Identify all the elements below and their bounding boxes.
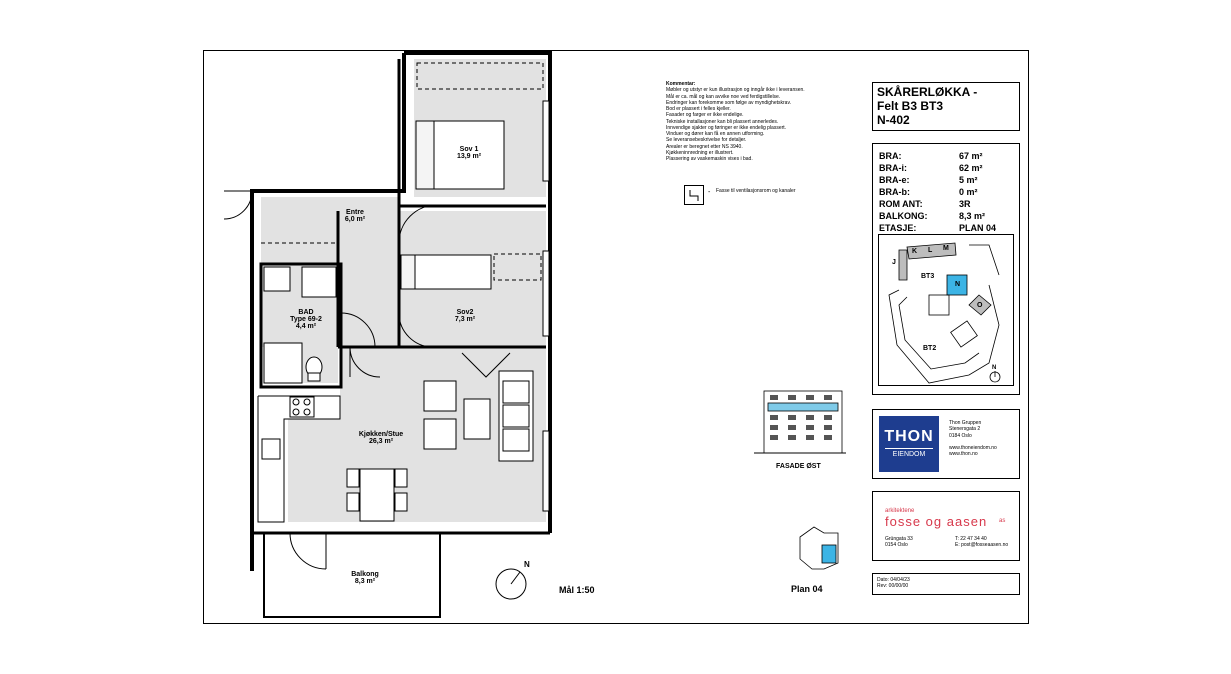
notes-line: Bod er plassert i felles kjeller. — [666, 106, 731, 112]
keymap-label: N — [955, 281, 961, 288]
keymap-bt3: BT3 — [921, 273, 935, 280]
area-row: ROM ANT: 3R — [879, 199, 971, 209]
notes-line: Vinduer og dører kan få en annen utforming. — [666, 131, 765, 137]
plan-label: Plan 04 — [791, 584, 823, 594]
facade-label: FASADE ØST — [776, 463, 821, 470]
keymap-bt2: BT2 — [923, 345, 937, 352]
room-sov1: Sov 1 13,9 m² — [456, 146, 482, 160]
architect-box — [872, 491, 1020, 561]
scale-label: Mål 1:50 — [559, 585, 595, 595]
vent-symbol-icon — [684, 185, 704, 205]
keymap-label: K — [912, 248, 918, 255]
north-label: N — [524, 560, 530, 569]
keymap-label: O — [977, 302, 983, 309]
notes-line: Tekniske installasjoner kan bli plassert annerledes. — [666, 118, 779, 125]
developer-box — [872, 409, 1020, 479]
plan-small-drawing — [794, 523, 844, 575]
drawing-sheet: Sov 1 13,9 m² Entre 6,0 m² BAD Type 69-2 4,4 m² Sov2 7,3 m² Kjøkken/Stue 26,3 m² Balkong 8,3 m² N Mål 1:50 Kommentar: Møbler og utstyr er kun illustrasjon og inngår ikke i leveransen. Mål er ca. mål og kan avvike noe ved ferdigstillelse. Endringer kan forekomme som følge av myndighetskrav. Bod er plassert i felles kjeller. Fasader og farger er ikke endelige. Tekniske installasjoner kan bli plassert annerledes. Innvendige sjakter og føringer er ikke endelig plassert. Vinduer og dører kan få en annen utforming. Se leveransebeskrivelse for detaljer. Arealer er beregnet etter NS 3940. Kjøkkeninnredning er illustrert. Plassering av vaskemaskin vises i bad. - Fasse til ventilasjonsrom og kanaler SKÅRERLØKKA - Felt B3 BT3 N-402 BRA: 67 m² BRA-i: 62 m² BRA-e: 5 m² BRA-b: 0 m² ROM ANT: 3R BALKONG: 8,3 m² ETASJE: PLAN 04 J K L M N O BT3 BT2 N FASADE ØST Plan 04 THON EIENDOM Thon Gruppen Stenersgata 2 0184 Oslo www.thoneiendom.no www.thon.no arkitektene fosse og aasen as Grüngata 33 0154 Oslo T: 22 47 34 40 E: post@fosseaasen.no Dato: 04/04/23 Rev: 00/00/00 — [203, 50, 1029, 624]
area-row: BRA: 67 m² — [879, 151, 983, 161]
area-box — [872, 143, 1020, 395]
thon-logo: THON EIENDOM — [879, 416, 939, 472]
notes-line: Kjøkkeninnredning er illustrert. — [666, 149, 734, 156]
area-row: ETASJE: PLAN 04 — [879, 223, 997, 233]
area-row: BRA-e: 5 m² — [879, 175, 978, 185]
developer-address: Thon Gruppen Stenersgata 2 0184 Oslo www.thoneiendom.no www.thon.no — [949, 420, 997, 457]
keymap-label: M — [943, 245, 949, 252]
rev-label: Rev: — [877, 583, 888, 590]
architect-suffix: as — [999, 518, 1006, 524]
date-value: 04/04/23 — [890, 577, 910, 583]
area-row: BALKONG: 8,3 m² — [879, 211, 986, 221]
architect-small: arkitektene — [885, 508, 915, 514]
notes-heading: Kommentar: — [666, 81, 696, 87]
notes-block — [666, 81, 858, 162]
title-line2: Felt B3 BT3 — [877, 99, 944, 113]
title-line1: SKÅRERLØKKA - — [877, 85, 978, 99]
date-box — [872, 573, 1020, 595]
architect-contact: T: 22 47 34 40 E: post@fosseaasen.no — [955, 536, 1009, 549]
area-table — [879, 150, 1015, 234]
date-label: Dato: — [877, 577, 889, 583]
rev-value: 00/00/00 — [888, 583, 909, 590]
notes-line: Arealer er beregnet etter NS 3940. — [666, 143, 743, 150]
room-entre: Entre 6,0 m² — [344, 209, 366, 223]
title-box — [872, 82, 1020, 131]
notes-line: Se leveransebeskrivelse for detaljer. — [666, 137, 747, 144]
keymap — [878, 234, 1014, 386]
keymap-label: J — [892, 259, 896, 266]
notes-line: Møbler og utstyr er kun illustrasjon og inngår ikke i leveransen. — [666, 87, 805, 94]
notes-line: Endringer kan forekomme som følge av myndighetskrav. — [666, 99, 791, 106]
notes-line: Mål er ca. mål og kan avvike noe ved ferdigstillelse. — [666, 93, 781, 100]
area-row: BRA-i: 62 m² — [879, 163, 983, 173]
notes-line: Plassering av vaskemaskin vises i bad. — [666, 156, 753, 162]
notes-line: Innvendige sjakter og føringer er ikke endelig plassert. — [666, 124, 787, 131]
area-row: BRA-b: 0 m² — [879, 187, 978, 197]
keymap-north: N — [992, 365, 997, 371]
keymap-label: L — [928, 247, 933, 254]
title-line3: N-402 — [877, 113, 910, 127]
room-bad: BAD Type 69-2 4,4 m² — [290, 309, 322, 330]
architect-name: fosse og aasen — [885, 514, 988, 529]
room-balkong: Balkong 8,3 m² — [351, 571, 379, 585]
room-kjokken: Kjøkken/Stue 26,3 m² — [358, 431, 404, 445]
facade-drawing — [754, 385, 846, 459]
architect-address: Grüngata 33 0154 Oslo — [885, 536, 913, 549]
room-sov2: Sov2 7,3 m² — [454, 309, 476, 323]
notes-line: Fasader og farger er ikke endelige. — [666, 112, 744, 119]
legend-text: Fasse til ventilasjonsrom og kanaler — [716, 188, 796, 194]
